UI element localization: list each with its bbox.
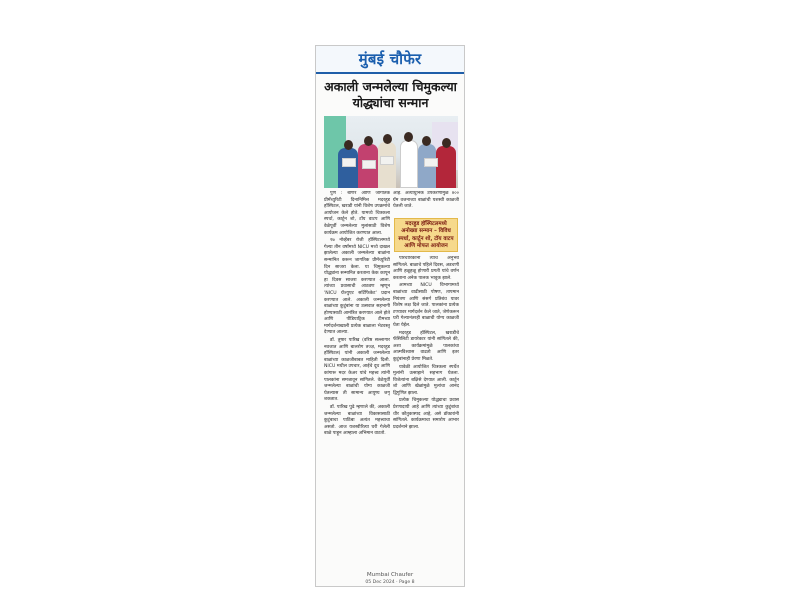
article-paragraph: डॉ. पारिख पुढे म्हणाले की, अकाली जन्मलेल्या बाळांच्या विकासासाठी कुटुंबाचा पाठिंबा अत्यंत महत्त्वाचा असतो. आज यशस्वीरित्या घरी गेलेली बाळे पाहून आम्हाला अभिमान वाटतो. (324, 405, 390, 437)
photo-person (400, 140, 418, 188)
photo-gift (362, 160, 376, 169)
article-paragraph: प्रत्येक चिमुकल्या योद्ध्याचा प्रवास प्रेरणादायी आहे आणि त्यांच्या कुटुंबांचा धीर कौतुकास्पद आहे, असे डॉक्टरांनी सांगितले. कार्यक्रमाचा समारोप आभार प्रदर्शनाने झाला. (393, 398, 459, 430)
article-paragraph: आमच्या NICU विभागामध्ये बाळांच्या वाढीसाठी पोषण, तापमान नियंत्रण आणि संसर्ग प्रतिबंध यावर विशेष लक्ष दिले जाते. पालकांना प्रत्येक टप्प्यावर मार्गदर्शन केले जाते, जेणेकरून घरी गेल्यानंतरही बाळाची योग्य काळजी घेता येईल. (393, 283, 459, 328)
photo-person-head (364, 136, 373, 146)
article-paragraph: आहे. अत्याधुनिक उपकरणांमुळे ४०० ग्रॅम वजनाच्या बाळांची यशस्वी काळजी घेतली जाते. (393, 191, 459, 210)
article-paragraph: डॉ. तुषार पारिख (वरिष्ठ सल्लागार नवजात आणि बालरोग तज्ज्ञ, मदरहुड हॉस्पिटल) यांनी अकाली जन्मलेल्या बाळांच्या काळजीबाबत माहिती दिली. NICU मधील उपचार, आईचे दूध आणि कांगारू मदर केअर यांचे महत्त्व त्यांनी पालकांना समजावून सांगितले. वेळेपूर्वी जन्मलेल्या बाळांची योग्य काळजी घेतल्यास ती सामान्य आयुष्य जगू शकतात. (324, 338, 390, 403)
photo-person-head (442, 138, 451, 148)
article-callout-box: मदरहुड हॉस्पिटलमध्ये अनोख्या सन्मान – विविध स्पर्धा, कार्टून शो, टॉय वाटप आणि मोफत आयोजन (394, 218, 458, 252)
article-headline: अकाली जन्मलेल्या चिमुकल्या योद्ध्यांचा सन्मान (324, 79, 457, 110)
photo-person-head (422, 136, 431, 146)
photo-person-head (404, 132, 413, 142)
newspaper-clipping (315, 45, 465, 587)
photo-gift (342, 158, 356, 167)
footer-date: 05 Dec 2024 · Page 8 (365, 580, 415, 585)
article-photo (324, 116, 458, 188)
clipping-footer (316, 570, 464, 588)
article-column-left (324, 191, 390, 573)
article-paragraph: पुणे : बाणेर आणि जागतिक प्रीमॅच्युरिटी दिनानिमित्त मदरहुड हॉस्पिटल, खराडी यांनी विशेष उपक्रमांचे आयोजन केले होते. यामध्ये चित्रकला स्पर्धा, कार्टून शो, टॉय वाटप आणि वेळेपूर्वी जन्मलेल्या मुलांसाठी विशेष कार्यक्रम आयोजित करण्यात आला. (324, 191, 390, 236)
article-paragraph: १७ नोव्हेंबर रोजी हॉस्पिटलमध्ये गेल्या तीन वर्षांमध्ये NICU मध्ये दाखल झालेल्या अकाली जन्मलेल्या बाळांना सन्मानित करून जागतिक प्रीमॅच्युरिटी दिन साजरा केला. या चिमुकल्या योद्ध्यांना सन्मानित करताना केक कापून हा दिवस साजरा करण्यात आला. त्यांच्या प्रवासाची आठवण म्हणून 'NICU ग्रॅज्युएट सर्टिफिकेट' प्रदान करण्यात आले. अकाली जन्मलेल्या बाळांच्या कुटुंबांना या उत्सवात सहभागी होण्यासाठी आमंत्रित करण्यात आले होते आणि पीडियाट्रिक टीमच्या मार्गदर्शनाखाली प्रत्येक बाळाला भेटवस्तू देण्यात आल्या. (324, 238, 390, 336)
footer-publication: Mumbai Chaufer (366, 572, 414, 578)
article-column-right-top (393, 191, 459, 215)
masthead (316, 46, 464, 74)
masthead-title: मुंबई चौफेर (358, 50, 422, 68)
article-paragraph: परिचारिकांनी त्यांचे अनुभव सांगितले. बाळाचे पहिले दिवस, अडचणी आणि हळूहळू होणारी प्रगती यांचे वर्णन करताना अनेक पालक भावुक झाले. (393, 256, 459, 281)
photo-person (338, 148, 358, 188)
photo-gift (424, 158, 438, 167)
photo-gift (380, 156, 394, 165)
article-paragraph: यावेळी आयोजित चित्रकला स्पर्धेत मुलांनी उत्साहाने सहभाग घेतला. विजेत्यांना बक्षिसे देण्यात आली. कार्टून शो आणि खेळांमुळे मुलांचा आनंद द्विगुणित झाला. (393, 364, 459, 396)
photo-person-head (383, 134, 392, 144)
article-column-right (393, 256, 459, 573)
photo-person-head (344, 140, 353, 150)
photo-person (378, 142, 396, 188)
article-paragraph: मदरहुड हॉस्पिटल, खराडीचे फॅसिलिटी डायरेक्टर यांनी सांगितले की, अशा कार्यक्रमांमुळे पालकांचा आत्मविश्वास वाढतो आणि इतर कुटुंबांनाही प्रेरणा मिळते. (393, 330, 459, 362)
photo-person (436, 146, 456, 188)
